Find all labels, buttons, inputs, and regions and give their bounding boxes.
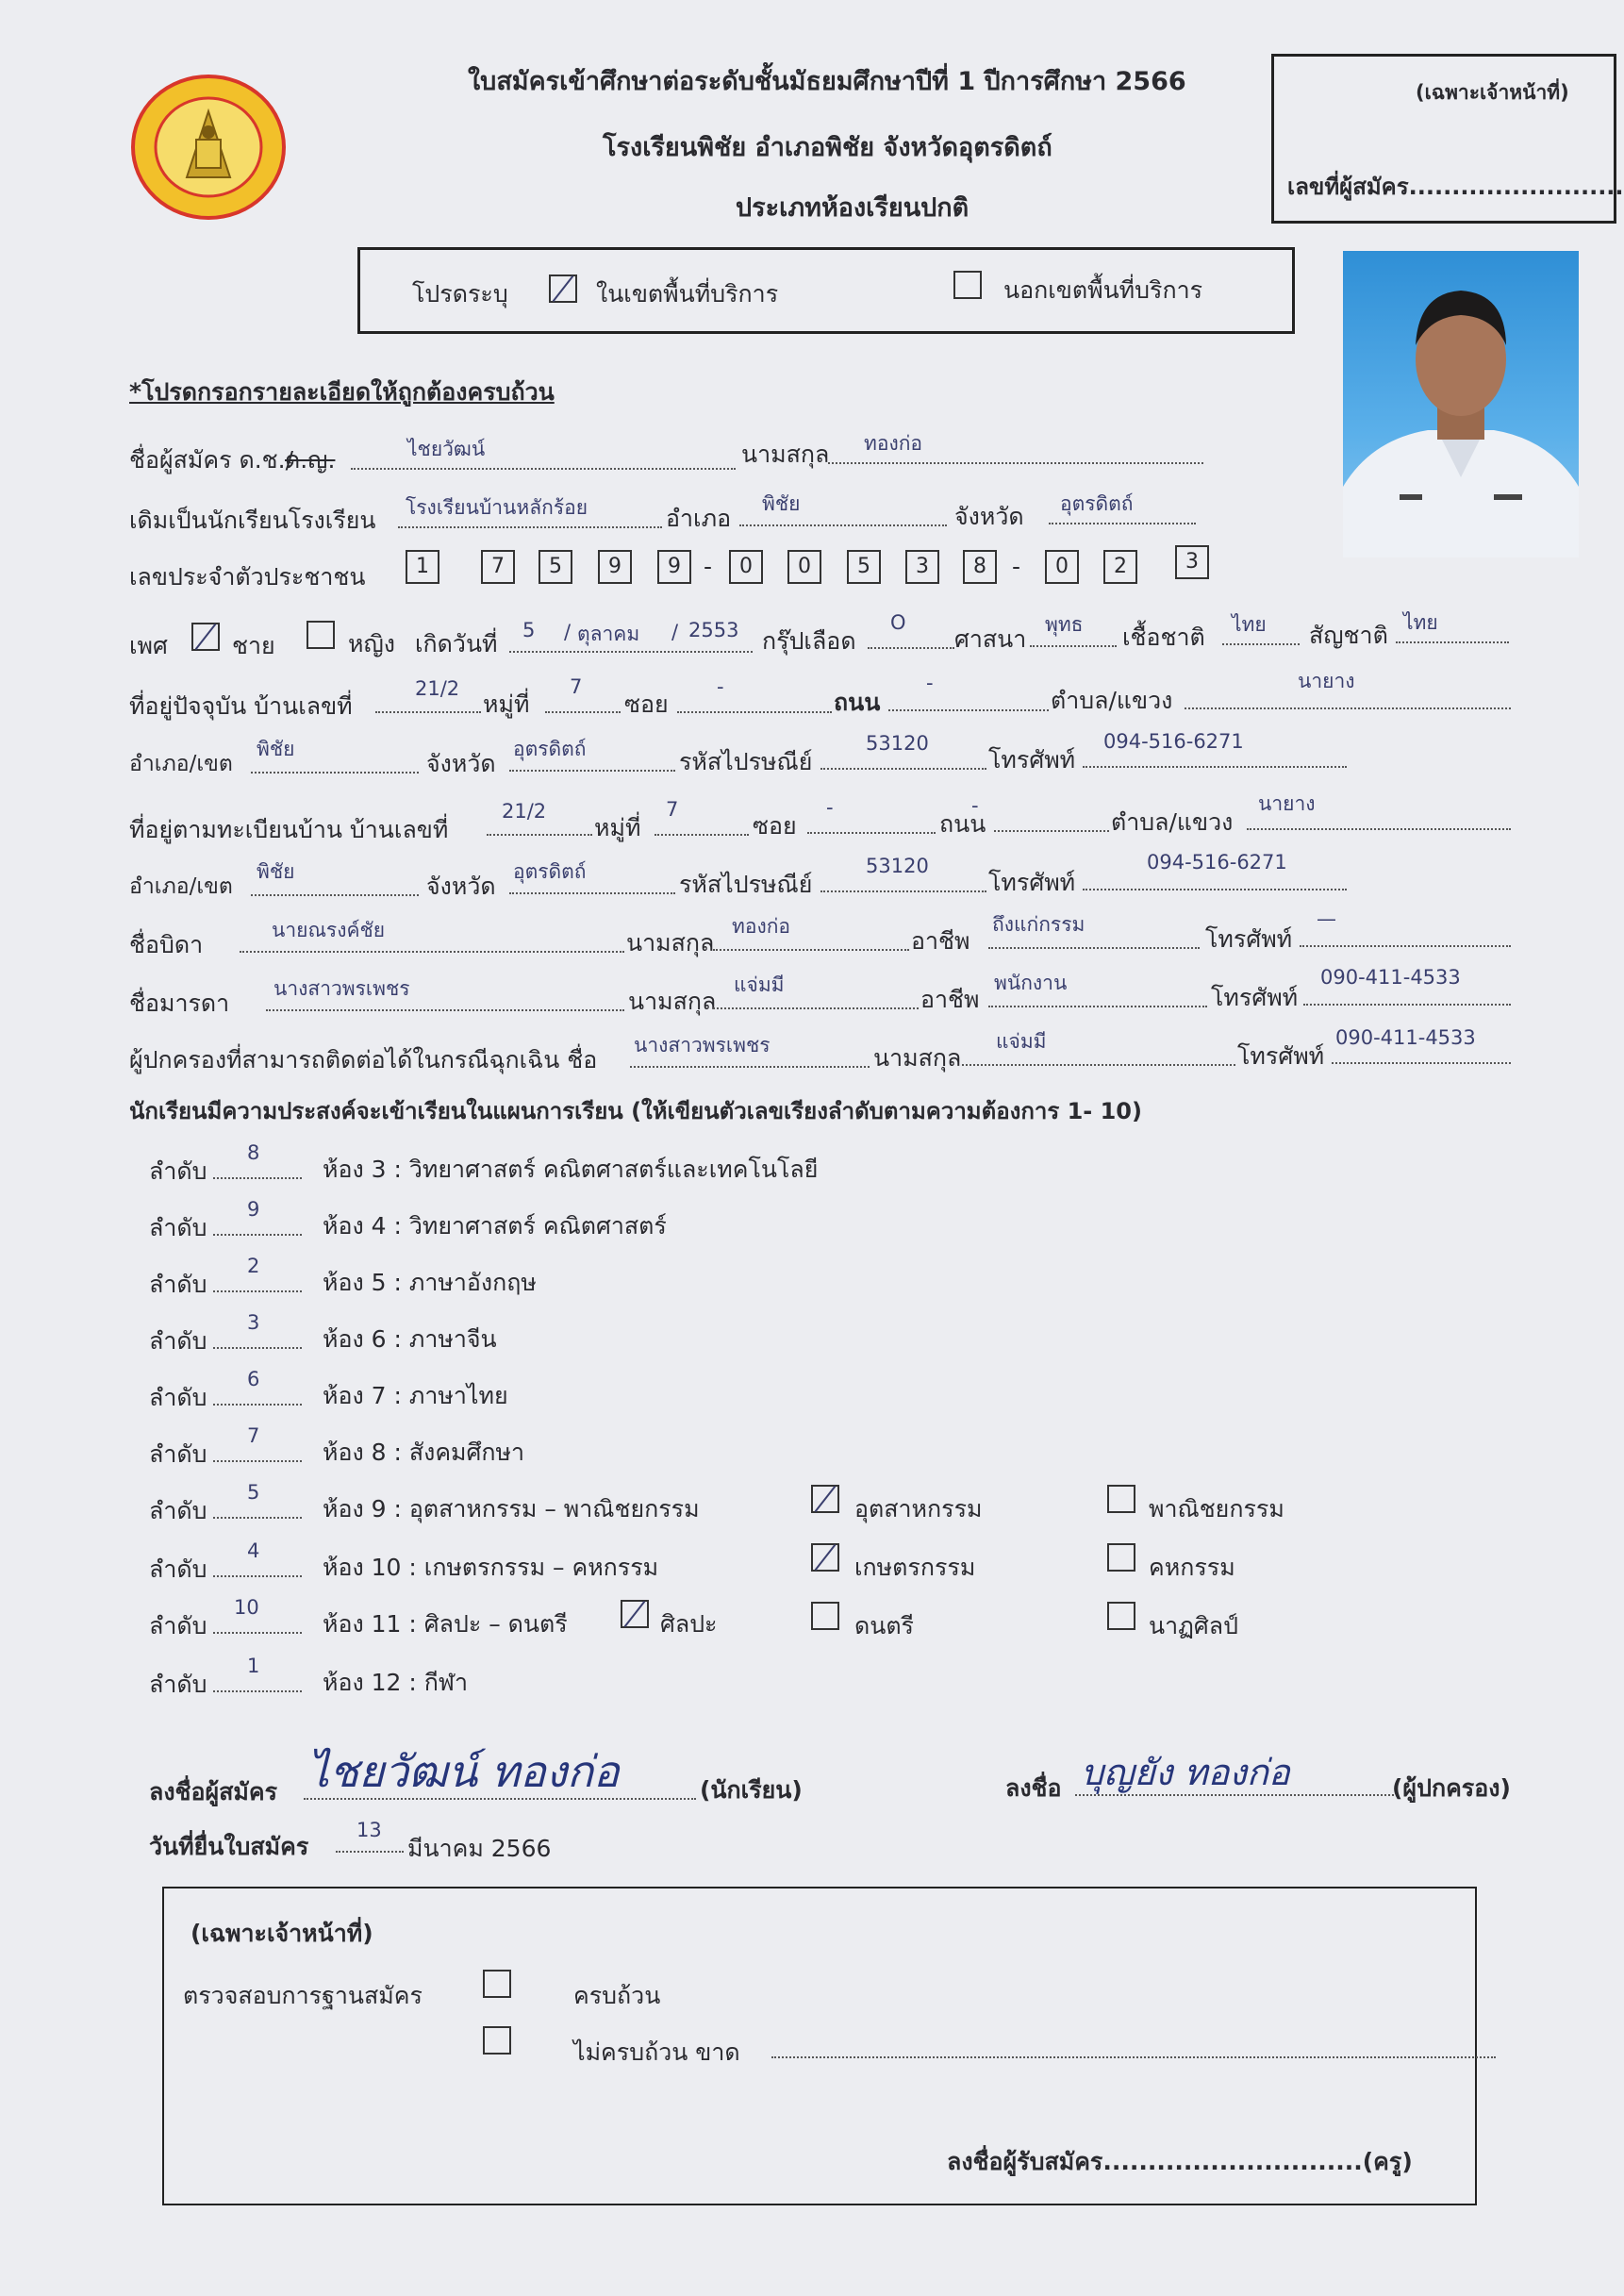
registered-province-value[interactable]: อุตรดิตถ์ (513, 860, 587, 883)
registered-postal-line (820, 890, 986, 892)
area-prefix: โปรดระบุ (412, 280, 508, 308)
father-name-value[interactable]: นายณรงค์ชัย (272, 919, 386, 941)
current-soi-value[interactable]: - (717, 675, 724, 698)
id-digit-9[interactable]: 3 (905, 550, 939, 584)
agriculture-label: เกษตรกรรม (854, 1554, 976, 1581)
plan-rank-label: ลำดับ (149, 1612, 207, 1639)
mother-surname-line (713, 1007, 919, 1009)
religion-label: ศาสนา (954, 625, 1027, 653)
current-address-label: ที่อยู่ปัจจุบัน บ้านเลขที่ (129, 692, 353, 720)
mother-phone-line (1303, 1004, 1511, 1006)
male-checkbox[interactable] (191, 623, 220, 651)
current-road-value[interactable]: - (926, 672, 934, 694)
submit-date-label: วันที่ยื่นใบสมัคร (149, 1833, 309, 1860)
current-tambon-label: ตำบล/แขวง (1051, 687, 1173, 714)
mother-job-value[interactable]: พนักงาน (994, 972, 1068, 994)
registered-tambon-label: ตำบล/แขวง (1111, 808, 1234, 836)
industry-checkbox[interactable] (811, 1485, 839, 1513)
current-tambon-line (1185, 707, 1511, 709)
applicant-photo (1343, 251, 1579, 557)
id-digit-10[interactable]: 8 (963, 550, 997, 584)
submit-date-rest: มีนาคม 2566 (407, 1835, 552, 1862)
plan-rank-label: ลำดับ (149, 1440, 207, 1468)
birth-label: เกิดวันที่ (415, 630, 498, 657)
parent-role: (ผู้ปกครอง) (1392, 1774, 1511, 1802)
plan-rank-value[interactable]: 8 (247, 1141, 260, 1164)
officer-footer-title: (เฉพาะเจ้าหน้าที่) (191, 1920, 373, 1947)
commerce-label: พาณิชยกรรม (1149, 1495, 1284, 1522)
plan-rank-line (213, 1632, 302, 1634)
current-postal-line (820, 768, 986, 770)
current-phone-value[interactable]: 094-516-6271 (1103, 730, 1244, 753)
mother-phone-value[interactable]: 090-411-4533 (1320, 966, 1461, 989)
plan-rank-line (213, 1460, 302, 1462)
father-job-value[interactable]: ถึงแก่กรรม (992, 913, 1085, 936)
surname-value[interactable]: ทองก่อ (864, 432, 923, 455)
dance-label: นาฏศิลป์ (1149, 1612, 1238, 1639)
plan-rank-line (213, 1690, 302, 1692)
plan-room: ห้อง 7 : ภาษาไทย (323, 1382, 508, 1409)
school-district-label: อำเภอ (666, 505, 732, 532)
plan-rank-line (213, 1290, 302, 1292)
birth-line (509, 651, 753, 653)
current-road-line (888, 709, 1049, 711)
registered-address-label: ที่อยู่ตามทะเบียนบ้าน บ้านเลขที่ (129, 816, 449, 843)
nationality-label: สัญชาติ (1309, 622, 1388, 649)
officer-box-title: (เฉพาะเจ้าหน้าที่) (1416, 81, 1569, 104)
mother-name-line (266, 1009, 624, 1011)
school-province-line (1049, 523, 1196, 524)
plan-rank-value[interactable]: 3 (247, 1311, 260, 1334)
race-value[interactable]: ไทย (1232, 613, 1267, 636)
plan-rank-value[interactable]: 5 (247, 1481, 260, 1504)
id-label: เลขประจำตัวประชาชน (129, 563, 366, 591)
blood-label: กรุ๊ปเลือด (762, 627, 856, 655)
race-line (1222, 643, 1300, 645)
id-digit-1[interactable]: 1 (406, 550, 439, 584)
registered-road-value[interactable]: - (971, 794, 979, 817)
race-label: เชื้อชาติ (1122, 624, 1205, 651)
birth-year[interactable]: 2553 (688, 619, 739, 641)
in-area-label: ในเขตพื้นที่บริการ (596, 280, 779, 308)
art-checkbox[interactable] (621, 1600, 649, 1628)
current-amphoe-value[interactable]: พิชัย (257, 738, 295, 760)
student-portrait-icon (1343, 251, 1579, 557)
plan-rank-line (213, 1517, 302, 1519)
plan-rank-label: ลำดับ (149, 1271, 207, 1298)
plan-rank-line (213, 1177, 302, 1179)
in-area-checkbox[interactable] (549, 275, 577, 303)
surname-line (828, 462, 1203, 464)
school-value[interactable]: โรงเรียนบ้านหลักร้อย (406, 496, 588, 519)
current-road-label: ถนน (834, 689, 881, 716)
complete-checkbox[interactable] (483, 1970, 511, 1998)
mother-name-value[interactable]: นางสาวพรเพชร (273, 977, 410, 1000)
plan-rank-line (213, 1404, 302, 1406)
id-digit-7[interactable]: 0 (787, 550, 821, 584)
father-name-line (240, 951, 624, 953)
religion-line (1030, 645, 1117, 647)
plan-room: ห้อง 3 : วิทยาศาสตร์ คณิตศาสตร์และเทคโนโลยี (323, 1156, 819, 1183)
birth-day[interactable]: 5 (522, 619, 536, 641)
plan-rank-value[interactable]: 6 (247, 1368, 260, 1390)
father-surname-line (713, 949, 909, 951)
plan-room: ห้อง 6 : ภาษาจีน (323, 1325, 497, 1353)
check-docs-label: ตรวจสอบการฐานสมัคร (183, 1982, 423, 2009)
plan-rank-line (213, 1575, 302, 1577)
plan-rank-label: ลำดับ (149, 1157, 207, 1185)
plan-rank-label: ลำดับ (149, 1671, 207, 1698)
guardian-surname-line (962, 1064, 1235, 1066)
struck-prefix: ด.ญ. (285, 446, 336, 474)
registered-province-line (509, 892, 675, 894)
plan-rank-label: ลำดับ (149, 1497, 207, 1524)
art-label: ศิลปะ (660, 1610, 718, 1638)
receiver-sign-label: ลงชื่อผู้รับสมัคร.............................(ครู) (947, 2148, 1413, 2175)
father-surname-value[interactable]: ทองก่อ (732, 915, 791, 938)
id-digit-5[interactable]: 9 (657, 550, 691, 584)
registered-moo-label: หมู่ที่ (594, 814, 641, 841)
guardian-surname-value[interactable]: แจ่มมี (996, 1030, 1047, 1053)
current-phone-label: โทรศัพท์ (988, 746, 1076, 774)
applicant-sign-label: ลงชื่อผู้สมัคร (149, 1778, 278, 1805)
registered-soi-label: ซอย (753, 812, 797, 840)
school-district-line (739, 524, 947, 526)
registered-phone-label: โทรศัพท์ (988, 869, 1076, 896)
incomplete-checkbox[interactable] (483, 2026, 511, 2055)
applicant-number-label: เลขที่ผู้สมัคร......................... (1287, 174, 1624, 200)
plan-room: ห้อง 12 : กีฬา (323, 1669, 469, 1696)
home-economics-checkbox[interactable] (1107, 1543, 1135, 1572)
instruction: *โปรดกรอกรายละเอียดให้ถูกต้องครบถ้วน (129, 378, 555, 406)
father-phone-value[interactable]: — (1317, 907, 1336, 930)
applicant-role: (นักเรียน) (700, 1776, 803, 1804)
form-title: ใบสมัครเข้าศึกษาต่อระดับชั้นมัธยมศึกษาปีที่ 1 ปีการศึกษา 2566 (468, 67, 1186, 96)
plan-rank-label: ลำดับ (149, 1384, 207, 1411)
registered-house-value[interactable]: 21/2 (502, 800, 547, 823)
male-label: ชาย (232, 632, 275, 659)
current-phone-line (1083, 766, 1347, 768)
current-soi-label: ซอย (624, 690, 669, 718)
guardian-name-value[interactable]: นางสาวพรเพชร (634, 1034, 771, 1056)
id-digit-8[interactable]: 5 (847, 550, 881, 584)
plan-rank-label: ลำดับ (149, 1327, 207, 1355)
father-phone-label: โทรศัพท์ (1205, 925, 1293, 953)
first-name-line (351, 468, 736, 470)
applicant-signature[interactable]: ไชยวัฒน์ ทองก่อ (307, 1746, 620, 1797)
plan-rank-label: ลำดับ (149, 1214, 207, 1241)
submit-date-day[interactable]: 13 (356, 1819, 382, 1841)
birth-slash-1: / (564, 621, 572, 643)
surname-label: นามสกุล (741, 441, 830, 468)
registered-road-line (994, 830, 1109, 832)
current-province-line (509, 770, 675, 772)
current-amphoe-line (251, 772, 419, 774)
father-job-label: อาชีพ (911, 927, 970, 955)
current-amphoe-label: อำเภอ/เขต (129, 752, 233, 776)
out-area-label: นอกเขตพื้นที่บริการ (1003, 276, 1203, 304)
registered-house-line (487, 834, 592, 836)
current-tambon-value[interactable]: นายาง (1298, 670, 1355, 692)
female-checkbox[interactable] (307, 621, 335, 649)
plan-rank-line (213, 1347, 302, 1349)
school-province-label: จังหวัด (954, 503, 1024, 530)
commerce-checkbox[interactable] (1107, 1485, 1135, 1513)
blood-value[interactable]: O (890, 611, 906, 634)
registered-amphoe-label: อำเภอ/เขต (129, 874, 233, 899)
blood-line (868, 647, 954, 649)
home-economics-label: คหกรรม (1149, 1554, 1235, 1581)
school-line (398, 526, 662, 528)
mother-phone-label: โทรศัพท์ (1211, 984, 1299, 1011)
agriculture-checkbox[interactable] (811, 1543, 839, 1572)
dance-checkbox[interactable] (1107, 1602, 1135, 1630)
registered-phone-line (1083, 889, 1347, 890)
id-digit-12[interactable]: 2 (1103, 550, 1137, 584)
current-house-value[interactable]: 21/2 (415, 677, 460, 700)
birth-month[interactable]: ตุลาคม (577, 623, 640, 645)
religion-value[interactable]: พุทธ (1045, 613, 1084, 636)
current-postal-value[interactable]: 53120 (866, 732, 929, 755)
registered-amphoe-line (251, 894, 419, 896)
first-name-value[interactable]: ไชยวัฒน์ (407, 438, 486, 460)
mother-label: ชื่อมารดา (129, 990, 230, 1017)
guardian-phone-line (1332, 1062, 1511, 1064)
guardian-name-line (630, 1066, 870, 1068)
id-dash-2: - (1012, 553, 1021, 580)
guardian-surname-label: นามสกุล (873, 1044, 962, 1072)
current-postal-label: รหัสไปรษณีย์ (679, 748, 813, 775)
incomplete-missing-line[interactable] (771, 2056, 1496, 2058)
school-province-value[interactable]: อุตรดิตถ์ (1060, 492, 1134, 515)
registered-amphoe-value[interactable]: พิชัย (257, 860, 295, 883)
father-job-line (988, 947, 1200, 949)
mother-surname-value[interactable]: แจ่มมี (734, 973, 785, 996)
incomplete-label: ไม่ครบถ้วน ขาด (573, 2038, 740, 2066)
current-province-value[interactable]: อุตรดิตถ์ (513, 738, 587, 760)
plan-room: ห้อง 4 : วิทยาศาสตร์ คณิตศาสตร์ (323, 1212, 667, 1240)
plan-heading: นักเรียนมีความประสงค์จะเข้าเรียนในแผนการเรียน (ให้เขียนตัวเลขเรียงลำดับตามความต้องการ 1- 10) (129, 1098, 1142, 1124)
registered-moo-value[interactable]: 7 (666, 798, 679, 821)
registered-tambon-line (1247, 828, 1511, 830)
birth-slash-2: / (671, 621, 679, 643)
current-house-line (375, 711, 481, 713)
guardian-phone-value[interactable]: 090-411-4533 (1335, 1026, 1476, 1049)
plan-room: ห้อง 11 : ศิลปะ – ดนตรี (323, 1610, 568, 1638)
nationality-value[interactable]: ไทย (1403, 611, 1438, 634)
registered-road-label: ถนน (939, 810, 986, 838)
plan-rank-label: ลำดับ (149, 1556, 207, 1583)
plan-room: ห้อง 8 : สังคมศึกษา (323, 1439, 525, 1466)
guardian-phone-label: โทรศัพท์ (1237, 1042, 1325, 1070)
out-area-checkbox[interactable] (953, 271, 982, 299)
complete-label: ครบถ้วน (573, 1982, 661, 2009)
plan-rank-value[interactable]: 10 (234, 1596, 259, 1619)
id-digit-6[interactable]: 0 (729, 550, 763, 584)
mother-job-label: อาชีพ (920, 986, 980, 1013)
plan-room: ห้อง 5 : ภาษาอังกฤษ (323, 1269, 537, 1296)
guardian-label: ผู้ปกครองที่สามารถติดต่อได้ในกรณีฉุกเฉิน ชื่อ (129, 1046, 598, 1073)
class-type: ประเภทห้องเรียนปกติ (736, 193, 969, 223)
music-label: ดนตรี (854, 1612, 914, 1639)
plan-room: ห้อง 9 : อุตสาหกรรม – พาณิชยกรรม (323, 1495, 700, 1522)
music-checkbox[interactable] (811, 1602, 839, 1630)
father-phone-line (1300, 945, 1511, 947)
plan-room: ห้อง 10 : เกษตรกรรม – คหกรรม (323, 1554, 659, 1581)
plan-rank-value[interactable]: 9 (247, 1198, 260, 1221)
mother-job-line (988, 1006, 1207, 1007)
id-digit-4[interactable]: 9 (598, 550, 632, 584)
school-label: เดิมเป็นนักเรียนโรงเรียน (129, 507, 376, 534)
registered-phone-value[interactable]: 094-516-6271 (1147, 851, 1287, 873)
registered-province-label: จังหวัด (426, 873, 496, 900)
name-label: ชื่อผู้สมัคร ด.ช./ (129, 446, 293, 474)
submit-date-line (336, 1851, 404, 1853)
father-surname-label: นามสกุล (626, 929, 715, 957)
plan-rank-value[interactable]: 7 (247, 1424, 260, 1447)
id-digit-2[interactable]: 7 (481, 550, 515, 584)
registered-postal-value[interactable]: 53120 (866, 855, 929, 877)
registered-moo-line (655, 834, 749, 836)
parent-signature[interactable]: บุญยัง ทองก่อ (1081, 1752, 1290, 1793)
registered-soi-line (807, 832, 936, 834)
gender-label: เพศ (129, 632, 168, 659)
father-label: ชื่อบิดา (129, 931, 204, 958)
id-digit-3[interactable]: 5 (539, 550, 572, 584)
current-moo-line (545, 711, 621, 713)
registered-tambon-value[interactable]: นายาง (1258, 792, 1316, 815)
id-dash-1: - (704, 553, 713, 580)
current-moo-value[interactable]: 7 (570, 675, 583, 698)
registered-soi-value[interactable]: - (826, 796, 834, 819)
parent-sign-label: ลงชื่อ (1005, 1774, 1062, 1802)
current-province-label: จังหวัด (426, 750, 496, 777)
id-digit-13[interactable]: 3 (1175, 545, 1209, 579)
current-soi-line (677, 711, 832, 713)
plan-rank-value[interactable]: 2 (247, 1255, 260, 1277)
id-digit-11[interactable]: 0 (1045, 550, 1079, 584)
school-line: โรงเรียนพิชัย อำเภอพิชัย จังหวัดอุตรดิตถ์ (603, 133, 1052, 162)
plan-rank-line (213, 1234, 302, 1236)
plan-rank-value[interactable]: 4 (247, 1539, 260, 1562)
school-logo-icon (130, 74, 287, 221)
mother-surname-label: นามสกุล (628, 988, 717, 1015)
nationality-line (1396, 641, 1509, 643)
school-district-value[interactable]: พิชัย (762, 492, 801, 515)
registered-postal-label: รหัสไปรษณีย์ (679, 871, 813, 898)
current-moo-label: หมู่ที่ (483, 690, 530, 718)
female-label: หญิง (348, 630, 395, 657)
plan-rank-value[interactable]: 1 (247, 1655, 260, 1677)
industry-label: อุตสาหกรรม (854, 1495, 983, 1522)
officer-box (1271, 54, 1624, 224)
